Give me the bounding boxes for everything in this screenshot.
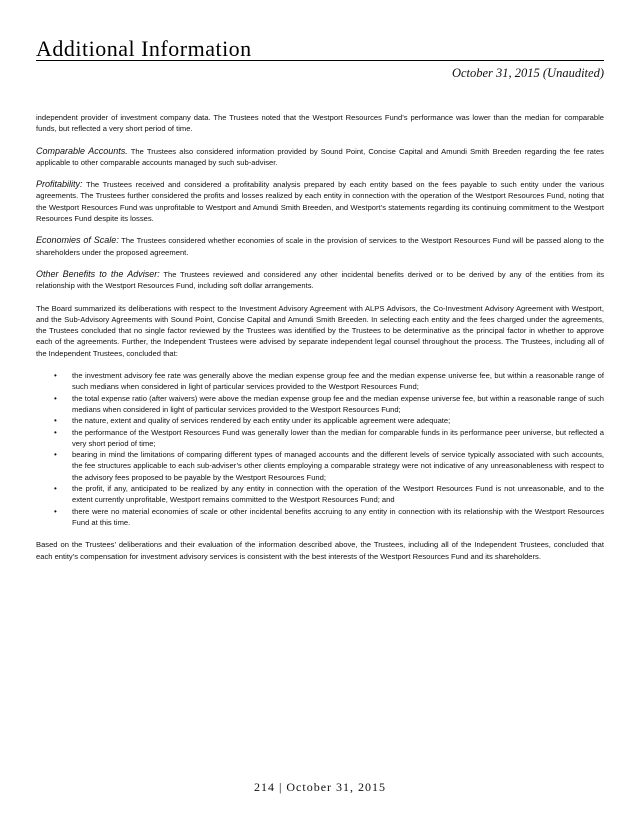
list-item-text: the total expense ratio (after waivers) were above the median expense group fee and the median expense universe fee, but within a reasonable range of such medians when considered in light of particular services provided to the Westport Resources Fund; xyxy=(72,393,604,414)
other-benefits-paragraph xyxy=(36,269,604,292)
comparable-accounts-text: The Trustees also considered information provided by Sound Point, Concise Capital and Amundi Smith Breeden regarding the fee rates applicable to other comparable accounts managed by such sub-adviser. xyxy=(36,146,604,167)
profitability-paragraph xyxy=(36,179,604,224)
page-footer: 214 | October 31, 2015 xyxy=(253,780,387,794)
list-item xyxy=(54,393,604,416)
economies-of-scale-heading: Economies of Scale: xyxy=(36,235,119,246)
board-summary-paragraph: The Board summarized its deliberations with respect to the Investment Advisory Agreement with ALPS Advisors, the Co-Investment Advisory Agreement with Westport, and the Sub-Advisory Agreements with Sound Point, Concise Capital and Amundi Smith Breeden. In selecting each entity and the fees charged under the agreements, the Trustees concluded that no single factor reviewed by the Trustees was identified by the Trustees to be determinative as the principal factor in whether to approve each of the agreements. Further, the Independent Trustees were advised by separate independent legal counsel throughout the process. The Trustees, including all of the Independent Trustees, concluded that: xyxy=(36,303,604,358)
bullet-icon: • xyxy=(54,506,57,516)
list-item-text: there were no material economies of scale or other incidental benefits accruing to any entity in connection with its relationship with the Westport Resources Fund at this time. xyxy=(72,506,604,527)
intro-paragraph: independent provider of investment company data. The Trustees noted that the Westport Resources Fund’s performance was lower than the median for comparable funds, but reflected a very short period of time. xyxy=(36,113,604,134)
conclusions-list xyxy=(36,370,604,528)
bullet-icon: • xyxy=(54,484,57,494)
list-item xyxy=(54,483,604,506)
profitability-text: The Trustees received and considered a profitability analysis prepared by each entity based on the fees payable to such entity under the various agreements. The Trustees further considered the profits and losses realized by each entity in connection with the operation of the Westport Resources Fund, noting that the Westport Resources Fund was unprofitable to Westport and Amundi Smith Breeden, and Westport’s statements regarding its continuing commitment to the Westport Resources Fund despite its losses. xyxy=(36,180,604,224)
list-item-text: the profit, if any, anticipated to be realized by any entity in connection with the operation of the Westport Resources Fund is not unreasonable, and to the extent currently unprofitable, Westport remains committed to the Westport Resources Fund; and xyxy=(72,484,604,505)
list-item xyxy=(54,449,604,483)
list-item-text: the performance of the Westport Resources Fund was generally lower than the median for comparable funds in its performance peer universe, but reflected a very short period of time; xyxy=(72,427,604,448)
header-divider xyxy=(36,60,604,61)
list-item xyxy=(54,415,604,426)
comparable-accounts-paragraph xyxy=(36,146,604,169)
conclusion-paragraph: Based on the Trustees’ deliberations and their evaluation of the information described above, the Trustees, including all of the Independent Trustees, concluded that each entity’s compensation for investment advisory services is consistent with the best interests of the Westport Resources Fund and its shareholders. xyxy=(36,540,604,561)
document-body xyxy=(36,112,604,573)
bullet-icon: • xyxy=(54,393,57,403)
list-item xyxy=(54,370,604,393)
economies-of-scale-text: The Trustees considered whether economies of scale in the provision of services to the Westport Resources Fund will be passed along to the shareholders under the proposed agreement. xyxy=(36,236,604,257)
list-item xyxy=(54,506,604,529)
economies-of-scale-paragraph xyxy=(36,235,604,258)
list-item xyxy=(54,427,604,450)
comparable-accounts-heading: Comparable Accounts. xyxy=(36,145,128,156)
bullet-icon: • xyxy=(54,416,57,426)
other-benefits-text: The Trustees reviewed and considered any other incidental benefits derived or to be derived by any of the entities from its relationship with the Westport Resources Fund, including soft dollar arrangements. xyxy=(36,269,605,291)
list-item-text: bearing in mind the limitations of comparing different types of managed accounts and the different levels of service typically associated with such accounts, the fee structures applicable to each sub-adviser’s other clients employing a comparable strategy were not indicative of any unreasonableness with respect to the advisory fees proposed to be payable by the Westport Resources Fund; xyxy=(72,450,604,482)
bullet-icon: • xyxy=(54,371,57,381)
header-date: October 31, 2015 (Unaudited) xyxy=(451,66,604,80)
profitability-heading: Profitability: xyxy=(36,179,83,190)
bullet-icon: • xyxy=(54,427,57,437)
list-item-text: the nature, extent and quality of services rendered by each entity under its applicable agreement were adequate; xyxy=(72,416,451,426)
list-item-text: the investment advisory fee rate was generally above the median expense group fee and the median expense universe fee, but within a reasonable range of such medians when considered in light of particular services provided to the Westport Resources Fund; xyxy=(72,371,604,392)
page-title: Additional Information xyxy=(36,36,252,61)
other-benefits-heading: Other Benefits to the Adviser: xyxy=(36,268,160,279)
bullet-icon: • xyxy=(54,450,57,460)
